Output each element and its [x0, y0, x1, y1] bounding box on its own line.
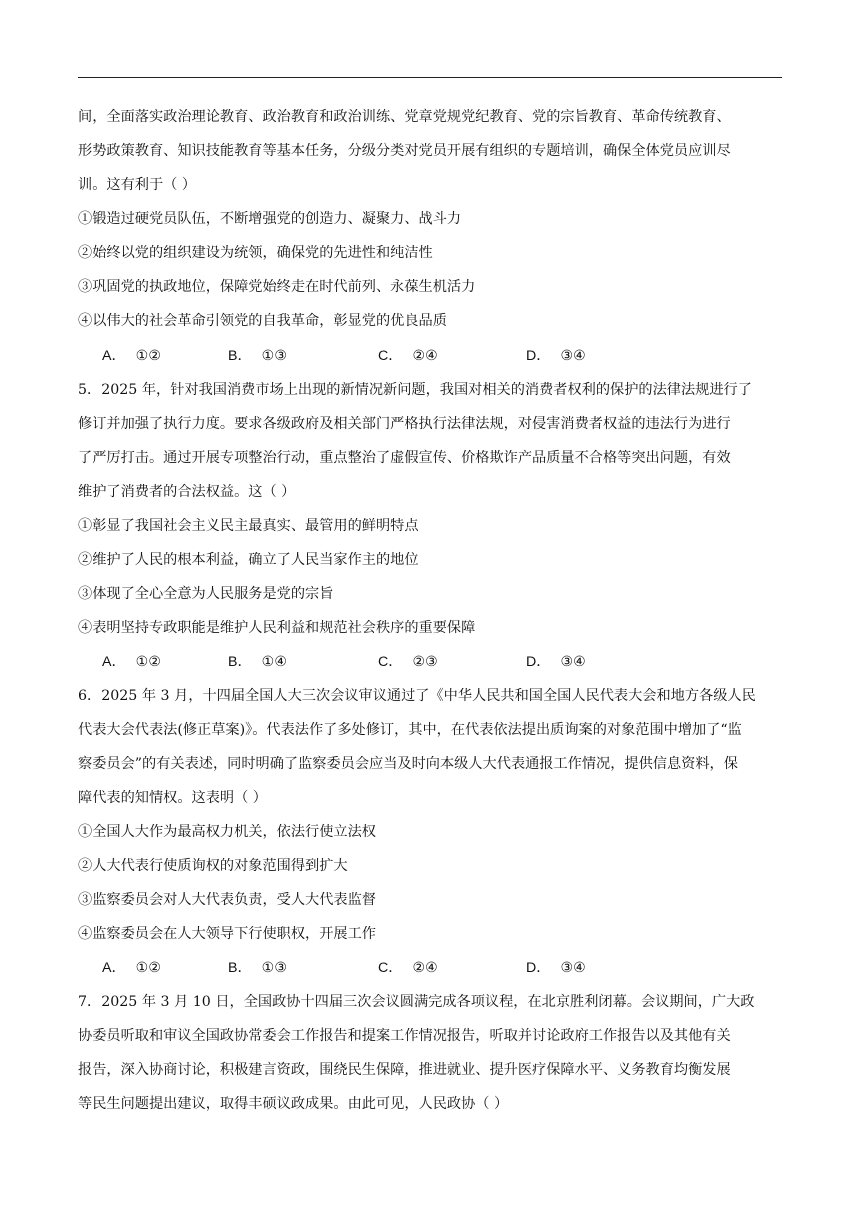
q5-stem-line-4: 维护了消费者的合法权益。这（ ） — [78, 484, 296, 500]
q5-option-3: ③体现了全心全意为人民服务是党的宗旨 — [78, 586, 334, 602]
q4-choice-a[interactable]: A． ①② — [102, 348, 162, 364]
q5-choice-b[interactable]: B． ①④ — [228, 654, 288, 670]
q4-stem-line-2: 形势政策教育、知识技能教育等基本任务，分级分类对党员开展有组织的专题培训，确保全体党员应训尽 — [78, 143, 731, 159]
q4-choice-c[interactable]: C． ②④ — [378, 348, 438, 364]
q5-option-4: ④表明坚持专政职能是维护人民利益和规范社会秩序的重要保障 — [78, 620, 476, 636]
q7-stem-line-2: 协委员听取和审议全国政协常委会工作报告和提案工作情况报告，听取并讨论政府工作报告以及其他有关 — [78, 1028, 731, 1044]
q6-option-3: ③监察委员会对人大代表负责，受人大代表监督 — [78, 892, 376, 908]
q6-option-2: ②人大代表行使质询权的对象范围得到扩大 — [78, 858, 348, 874]
q6-choice-a[interactable]: A． ①② — [102, 960, 162, 976]
q5-option-2: ②维护了人民的根本利益，确立了人民当家作主的地位 — [78, 552, 419, 568]
q4-choices — [102, 346, 662, 366]
q4-option-2: ②始终以党的组织建设为统领，确保党的先进性和纯洁性 — [78, 245, 433, 261]
q5-choice-c[interactable]: C． ②③ — [378, 654, 438, 670]
q4-choice-b[interactable]: B． ①③ — [228, 348, 288, 364]
q5-choices — [102, 652, 662, 672]
q5-stem-line-3: 了严厉打击。通过开展专项整治行动，重点整治了虚假宣传、价格欺诈产品质量不合格等突出问题，有效 — [78, 450, 731, 466]
q6-choice-b[interactable]: B． ①③ — [228, 960, 288, 976]
q6-stem-line-1: 6．2025 年 3 月，十四届全国人大三次会议审议通过了《中华人民共和国全国人民代表大会和地方各级人民 — [78, 688, 756, 704]
q6-stem-line-3: 察委员会”的有关表述，同时明确了监察委员会应当及时向本级人大代表通报工作情况，提供信息资料，保 — [78, 756, 738, 772]
q5-choice-d[interactable]: D． ③④ — [526, 654, 586, 670]
q4-stem-line-3: 训。这有利于（ ） — [78, 177, 197, 193]
q7-stem-line-3: 报告，深入协商讨论，积极建言资政，围绕民生保障，推进就业、提升医疗保障水平、义务教育均衡发展 — [78, 1062, 731, 1078]
q5-stem-line-1: 5．2025 年，针对我国消费市场上出现的新情况新问题，我国对相关的消费者权利的保护的法律法规进行了 — [78, 382, 752, 398]
q5-choice-a[interactable]: A． ①② — [102, 654, 162, 670]
q6-choice-d[interactable]: D． ③④ — [526, 960, 586, 976]
q5-option-1: ①彰显了我国社会主义民主最真实、最管用的鲜明特点 — [78, 518, 419, 534]
q7-stem-line-4: 等民生问题提出建议，取得丰硕议政成果。由此可见，人民政协（ ） — [78, 1096, 509, 1112]
q6-stem-line-2: 代表大会代表法(修正草案)》。代表法作了多处修订，其中，在代表依法提出质询案的对象范围中增加了“监 — [78, 722, 742, 738]
q7-stem-line-1: 7．2025 年 3 月 10 日，全国政协十四届三次会议圆满完成各项议程，在北京胜利闭幕。会议期间，广大政 — [78, 994, 755, 1010]
q4-option-3: ③巩固党的执政地位，保障党始终走在时代前列、永葆生机活力 — [78, 279, 476, 295]
q4-option-4: ④以伟大的社会革命引领党的自我革命，彰显党的优良品质 — [78, 313, 447, 329]
q6-option-4: ④监察委员会在人大领导下行使职权，开展工作 — [78, 926, 376, 942]
q4-option-1: ①锻造过硬党员队伍，不断增强党的创造力、凝聚力、战斗力 — [78, 211, 462, 227]
q6-stem-line-4: 障代表的知情权。这表明（ ） — [78, 790, 267, 806]
q6-choice-c[interactable]: C． ②④ — [378, 960, 438, 976]
q6-option-1: ①全国人大作为最高权力机关，依法行使立法权 — [78, 824, 376, 840]
q4-choice-d[interactable]: D． ③④ — [526, 348, 586, 364]
q5-stem-line-2: 修订并加强了执行力度。要求各级政府及相关部门严格执行法律法规，对侵害消费者权益的违法行为进行 — [78, 416, 731, 432]
q6-choices — [102, 958, 662, 978]
header-rule — [78, 77, 782, 78]
q4-stem-line-1: 间，全面落实政治理论教育、政治教育和政治训练、党章党规党纪教育、党的宗旨教育、革命传统教育、 — [78, 109, 731, 125]
